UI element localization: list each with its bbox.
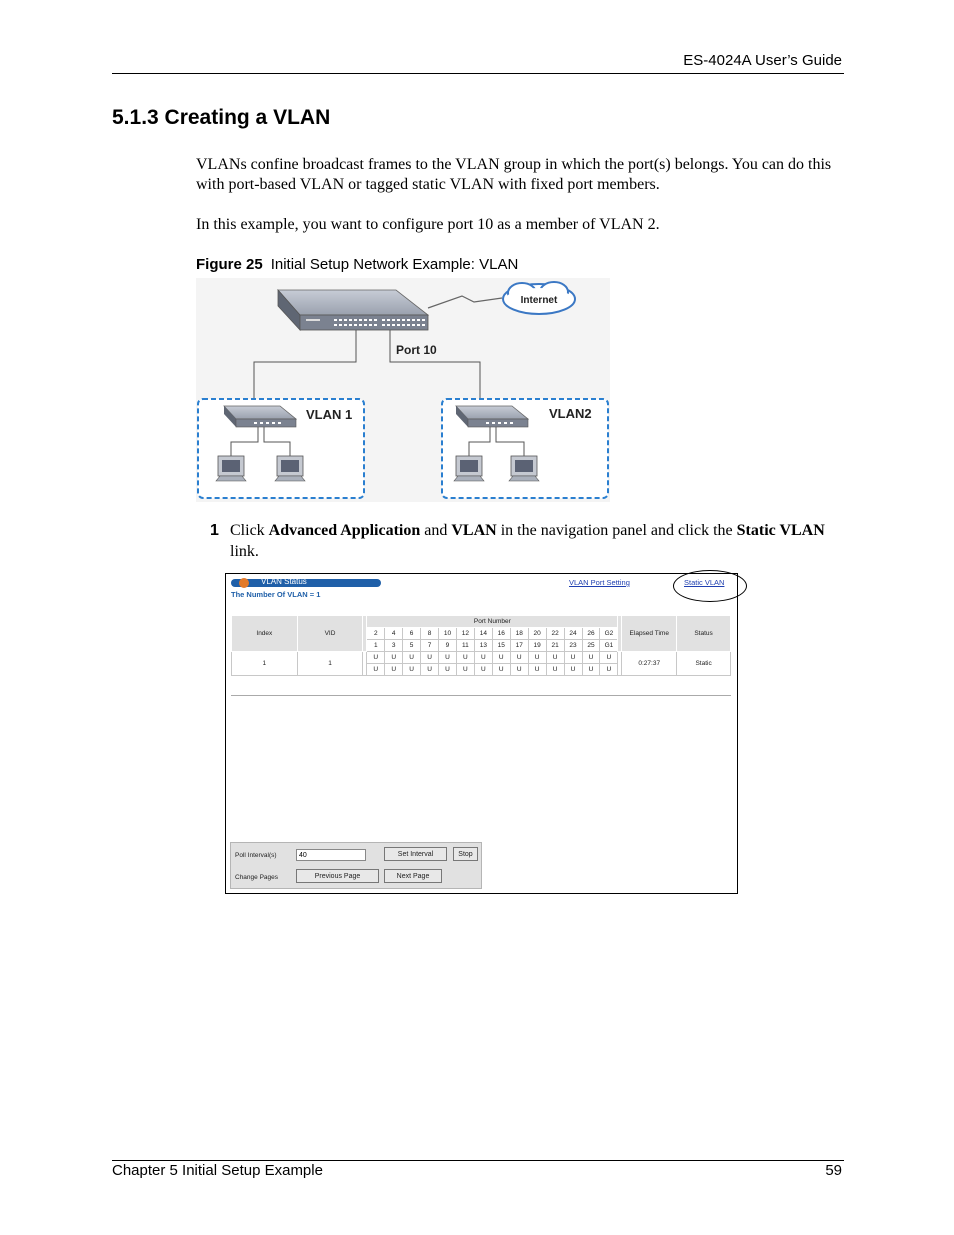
port-mark: U: [403, 652, 421, 664]
internet-label: Internet: [520, 295, 558, 306]
port-mark: U: [403, 664, 421, 676]
static-vlan-link[interactable]: Static VLAN: [684, 578, 725, 587]
port-mark: U: [492, 652, 510, 664]
header-rule: [112, 73, 844, 74]
vlan2-label: VLAN2: [549, 406, 592, 421]
poll-interval-input[interactable]: 40: [296, 849, 366, 861]
step-text-3: in the navigation panel and click the: [496, 522, 737, 539]
previous-page-button[interactable]: Previous Page: [296, 869, 379, 883]
step-text-4: link.: [230, 543, 259, 560]
port-header: 1: [367, 640, 385, 652]
figure-label: Figure 25: [196, 256, 263, 273]
port-mark: U: [421, 664, 439, 676]
port-mark: U: [582, 664, 600, 676]
port-mark: U: [474, 652, 492, 664]
paragraph-example: In this example, you want to configure port 10 as a member of VLAN 2.: [196, 216, 660, 233]
port-header: 15: [492, 640, 510, 652]
port-mark: U: [492, 664, 510, 676]
port-header: 5: [403, 640, 421, 652]
port-mark: U: [439, 652, 457, 664]
port-header: 21: [546, 640, 564, 652]
port-header: 17: [510, 640, 528, 652]
network-diagram: [196, 278, 610, 502]
port-header: G2: [600, 628, 618, 640]
paragraph-intro: VLANs confine broadcast frames to the VLAN group in which the port(s) belongs. You can do this with port-based VLAN or tagged static VLAN with fixed port members.: [196, 156, 832, 193]
row-vid: 1: [297, 652, 363, 676]
port-mark: U: [582, 652, 600, 664]
step-text: [230, 520, 835, 562]
step-bold-vlan: VLAN: [451, 522, 497, 539]
vlan-count-text: The Number Of VLAN = 1: [231, 590, 321, 599]
step-bold-advanced-application: Advanced Application: [268, 522, 421, 539]
port-mark: U: [456, 652, 474, 664]
col-header-index: Index: [232, 616, 298, 652]
port-header: 19: [528, 640, 546, 652]
row-status: Static: [677, 652, 731, 676]
port-mark: U: [528, 664, 546, 676]
port-mark: U: [528, 652, 546, 664]
title-orb-icon: [239, 578, 249, 588]
vlan1-pc-left-icon: [216, 456, 246, 481]
port-header: 16: [492, 628, 510, 640]
set-interval-button[interactable]: Set Interval: [384, 847, 447, 861]
vlan-status-table: [231, 615, 731, 676]
port-mark: U: [510, 664, 528, 676]
vlan2-pc-right-icon: [509, 456, 539, 481]
footer-chapter: Chapter 5 Initial Setup Example: [112, 1162, 323, 1179]
poll-interval-label: Poll Interval(s): [235, 852, 277, 859]
port-mark: U: [600, 652, 618, 664]
port-header: 12: [456, 628, 474, 640]
col-header-vid: VID: [297, 616, 363, 652]
port-mark: U: [564, 664, 582, 676]
port-header: 26: [582, 628, 600, 640]
port-mark: U: [546, 652, 564, 664]
port-header: 14: [474, 628, 492, 640]
col-header-elapsed-time: Elapsed Time: [622, 616, 677, 652]
step-bold-static-vlan: Static VLAN: [736, 522, 825, 539]
step-text-1: Click: [230, 522, 269, 539]
port-header: 23: [564, 640, 582, 652]
port-header: 6: [403, 628, 421, 640]
running-header: ES-4024A User’s Guide: [683, 52, 842, 69]
port-header: 11: [456, 640, 474, 652]
figure-caption-text: Initial Setup Network Example: VLAN: [270, 256, 519, 273]
port-header: 13: [474, 640, 492, 652]
table-row: [232, 652, 731, 664]
port-header: 9: [439, 640, 457, 652]
port-header: 25: [582, 640, 600, 652]
port-header: G1: [600, 640, 618, 652]
port-mark: U: [510, 652, 528, 664]
port-mark: U: [367, 664, 385, 676]
port-mark: U: [564, 652, 582, 664]
port-header: 2: [367, 628, 385, 640]
port-header: 22: [546, 628, 564, 640]
vlan1-pc-right-icon: [275, 456, 305, 481]
footer-rule: [112, 1160, 844, 1161]
row-elapsed-time: 0:27:37: [622, 652, 677, 676]
vlan-status-title: VLAN Status: [261, 577, 307, 586]
footer-page-number: 59: [825, 1162, 842, 1179]
table-separator: [231, 695, 731, 696]
stop-button[interactable]: Stop: [453, 847, 478, 861]
highlight-circle: [673, 570, 747, 602]
port-header: 8: [421, 628, 439, 640]
vlan1-label: VLAN 1: [306, 407, 353, 422]
vlan-status-screenshot: [225, 573, 738, 894]
port-mark: U: [600, 664, 618, 676]
port-header: 18: [510, 628, 528, 640]
vlan-status-title-bar: [231, 579, 381, 587]
port-mark: U: [439, 664, 457, 676]
change-pages-label: Change Pages: [235, 874, 279, 881]
port-mark: U: [385, 664, 403, 676]
port-header: 3: [385, 640, 403, 652]
col-header-port-number: Port Number: [367, 616, 618, 628]
row-index: 1: [232, 652, 298, 676]
port-mark: U: [456, 664, 474, 676]
port-mark: U: [367, 652, 385, 664]
next-page-button[interactable]: Next Page: [384, 869, 442, 883]
port-header: 10: [439, 628, 457, 640]
port-mark: U: [385, 652, 403, 664]
port-mark: U: [546, 664, 564, 676]
poll-control-panel: [230, 842, 482, 889]
step-text-2: and: [420, 522, 452, 539]
port-10-label: Port 10: [396, 343, 437, 357]
col-header-status: Status: [677, 616, 731, 652]
vlan-port-setting-link[interactable]: VLAN Port Setting: [569, 578, 630, 587]
port-header: 24: [564, 628, 582, 640]
port-header: 7: [421, 640, 439, 652]
port-header: 4: [385, 628, 403, 640]
step-number: 1: [210, 522, 219, 539]
figure-caption: [196, 256, 518, 273]
port-mark: U: [474, 664, 492, 676]
vlan2-pc-left-icon: [454, 456, 484, 481]
port-header: 20: [528, 628, 546, 640]
port-mark: U: [421, 652, 439, 664]
section-title: 5.1.3 Creating a VLAN: [112, 106, 331, 129]
